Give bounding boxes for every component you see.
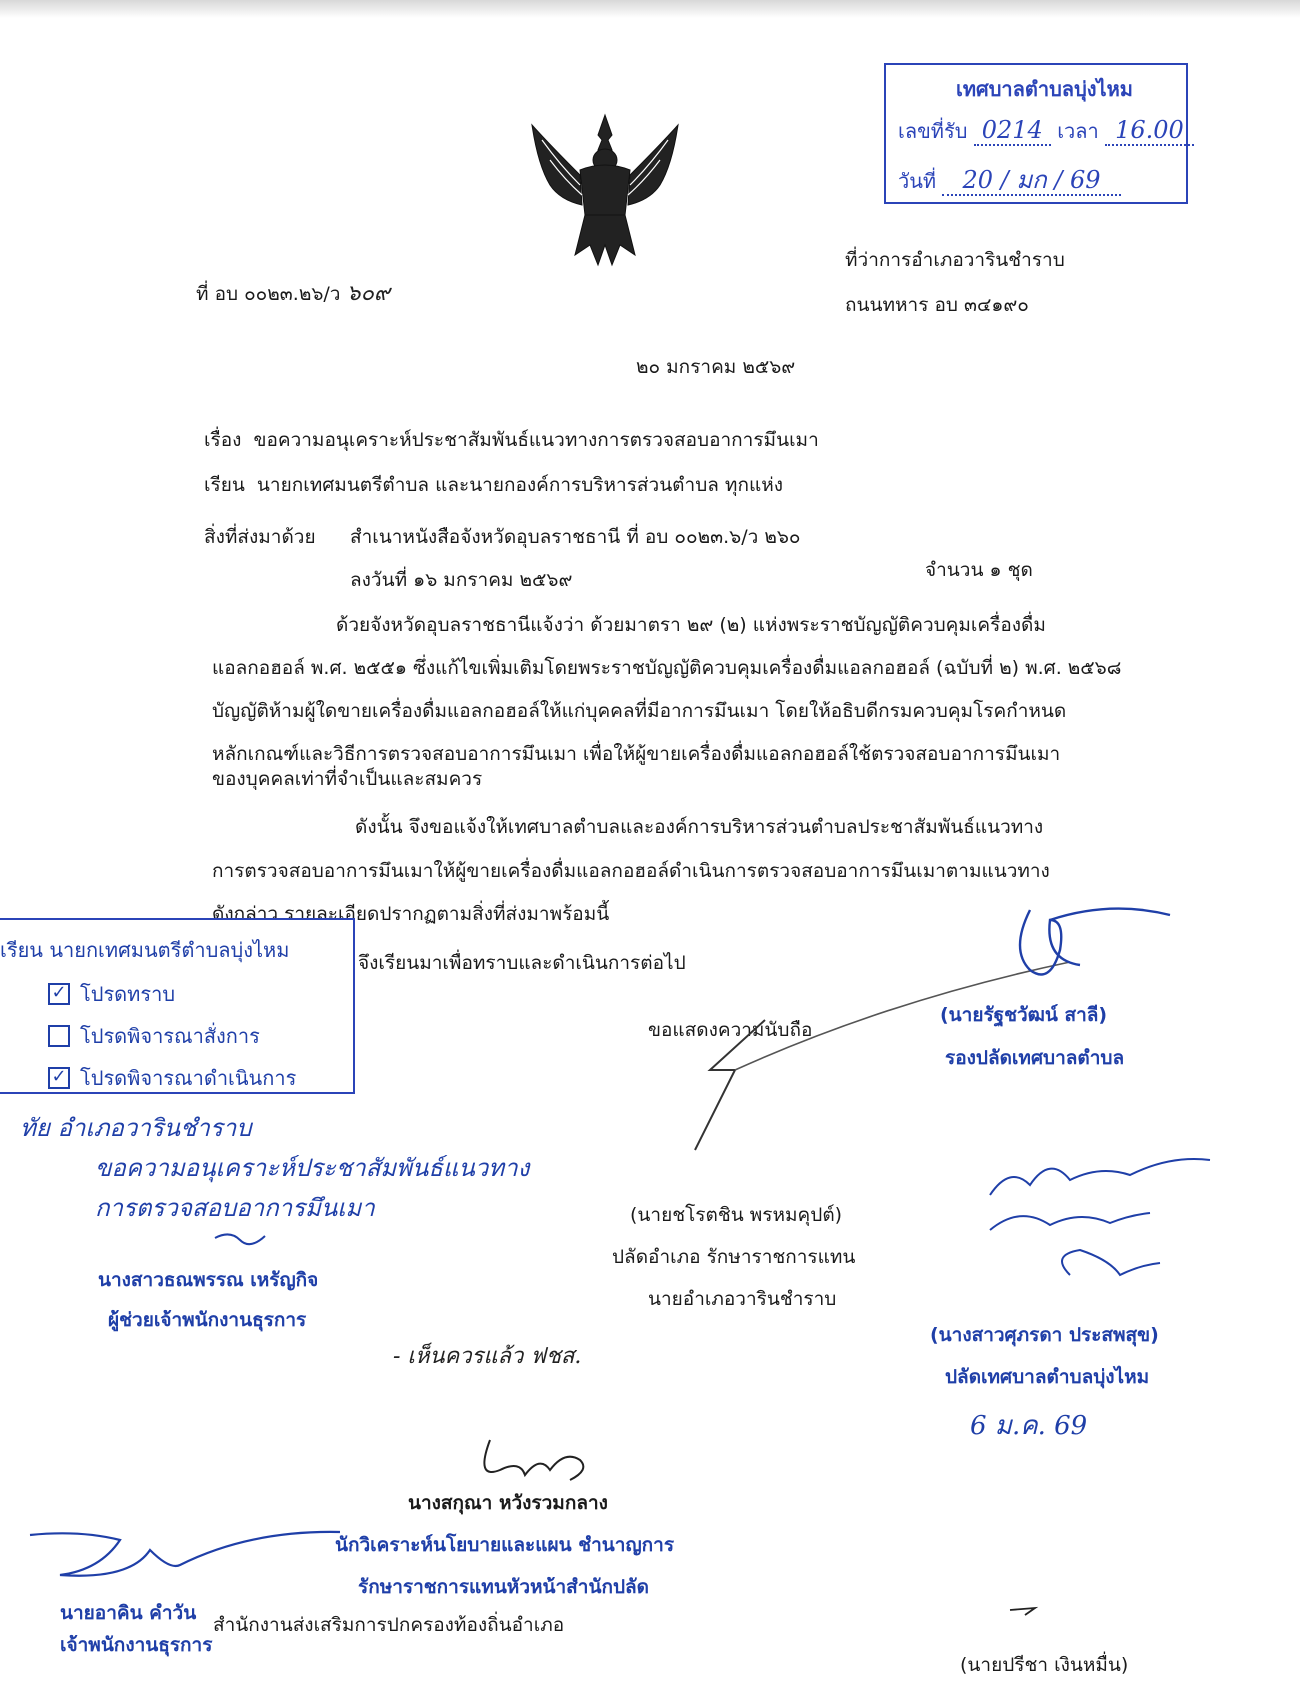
stamp-time-value: 16.00 bbox=[1105, 116, 1194, 146]
signer-main-pos1: ปลัดอำเภอ รักษาราชการแทน bbox=[612, 1246, 856, 1268]
closing: ขอแสดงความนับถือ bbox=[648, 1019, 813, 1041]
right-sign2-position: ปลัดเทศบาลตำบลบุ่งไหม bbox=[945, 1366, 1150, 1388]
right-sign1-position: รองปลัดเทศบาลตำบล bbox=[945, 1047, 1125, 1069]
mid-sign-pos2: รักษาราชการแทนหัวหน้าสำนักปลัด bbox=[358, 1576, 649, 1598]
signer-main-pos2: นายอำเภอวารินชำราบ bbox=[648, 1288, 837, 1310]
body-p2-line1: ดังนั้น จึงขอแจ้งให้เทศบาลตำบลและองค์การบริหารส่วนตำบลประชาสัมพันธ์แนวทาง bbox=[355, 816, 1044, 838]
letter-date: ๒๐ มกราคม ๒๕๖๙ bbox=[636, 356, 796, 378]
garuda-emblem bbox=[520, 105, 690, 275]
routing-box bbox=[0, 918, 355, 1094]
body-p2-line2: การตรวจสอบอาการมึนเมาให้ผู้ขายเครื่องดื่มแอลกอฮอล์ดำเนินการตรวจสอบอาการมึนเมาตามแนวทาง bbox=[212, 860, 1050, 882]
mid-sign-name: นางสกุณา หวังรวมกลาง bbox=[408, 1492, 608, 1514]
bottom-left-signature bbox=[20, 1510, 350, 1590]
right-sign1-name: (นายรัฐชวัฒน์ สาลี) bbox=[940, 1004, 1108, 1026]
footer-mark bbox=[1005, 1600, 1045, 1620]
stamp-no-label: เลขที่รับ bbox=[898, 119, 968, 143]
to-line bbox=[204, 470, 783, 500]
hand-note-line1: ทัย อำเภอวารินชำราบ bbox=[20, 1114, 252, 1142]
stamp-time-label: เวลา bbox=[1057, 119, 1099, 143]
signer-main-name: (นายชโรตชิน พรหมคุปต์) bbox=[630, 1204, 843, 1226]
routing-option-1: ✓ โปรดทราบ bbox=[48, 978, 175, 1010]
to-label: เรียน bbox=[204, 474, 245, 496]
enclosure-line2: ลงวันที่ ๑๖ มกราคม ๒๕๖๙ bbox=[350, 569, 573, 591]
to-text: นายกเทศมนตรีตำบล และนายกองค์การบริหารส่วนตำบล ทุกแห่ง bbox=[256, 474, 784, 496]
enclosure-label: สิ่งที่ส่งมาด้วย bbox=[204, 526, 316, 548]
footer-right-name: (นายปรีชา เงินหมื่น) bbox=[960, 1654, 1129, 1676]
enclosure-count: จำนวน ๑ ชุด bbox=[925, 559, 1033, 581]
bottom-left-name: นายอาคิน คำวัน bbox=[60, 1602, 197, 1624]
enclosure-line1: สำเนาหนังสือจังหวัดอุบลราชธานี ที่ อบ ๐๐๒๓.๖/ว ๒๖๐ bbox=[350, 526, 801, 548]
right-signature-2 bbox=[970, 1135, 1230, 1295]
ref-number: ๖๐๙ bbox=[346, 281, 391, 306]
stamp-org: เทศบาลตำบลบุ่งไหม bbox=[956, 77, 1133, 101]
subject-label: เรื่อง bbox=[204, 429, 242, 451]
hand-note-line2: ขอความอนุเคราะห์ประชาสัมพันธ์แนวทาง bbox=[95, 1154, 530, 1182]
clerk-name: นางสาวธณพรรณ เหรัญกิจ bbox=[98, 1269, 319, 1291]
stamp-date-value: 20 / มก / 69 bbox=[942, 166, 1120, 196]
receipt-stamp bbox=[884, 63, 1188, 204]
right-sign2-hand-date: 6 ม.ค. 69 bbox=[970, 1411, 1088, 1441]
subject-line bbox=[204, 425, 819, 455]
office-name: ที่ว่าการอำเภอวารินชำราบ bbox=[845, 249, 1065, 271]
office-address: ถนนทหาร อบ ๓๔๑๙๐ bbox=[845, 294, 1029, 316]
right-signature-1 bbox=[990, 880, 1190, 990]
hand-note-line3: การตรวจสอบอาการมึนเมา bbox=[95, 1194, 375, 1222]
stamp-no-value: 0214 bbox=[974, 116, 1051, 146]
check-icon: ✓ bbox=[48, 1067, 70, 1089]
right-sign2-name: (นางสาวศุภรดา ประสพสุข) bbox=[930, 1324, 1159, 1346]
footer-office: สำนักงานส่งเสริมการปกครองท้องถิ่นอำเภอ bbox=[213, 1614, 565, 1636]
body-p2-line3: ดังกล่าว รายละเอียดปรากฏตามสิ่งที่ส่งมาพร้อมนี้ bbox=[212, 903, 610, 925]
ref-code: ที่ อบ ๐๐๒๓.๒๖/ว bbox=[196, 283, 341, 305]
bottom-left-position: เจ้าพนักงานธุรการ bbox=[60, 1634, 213, 1656]
body-p1-line3: บัญญัติห้ามผู้ใดขายเครื่องดื่มแอลกอฮอล์ให้แก่บุคคลที่มีอาการมึนเมา โดยให้อธิบดีกรมควบคุมโรคกำหนด bbox=[212, 700, 1067, 722]
clerk-position: ผู้ช่วยเจ้าพนักงานธุรการ bbox=[108, 1309, 307, 1331]
routing-option-2: โปรดพิจารณาสั่งการ bbox=[48, 1020, 260, 1052]
subject-text: ขอความอนุเคราะห์ประชาสัมพันธ์แนวทางการตรวจสอบอาการมึนเมา bbox=[253, 429, 819, 451]
clerk-initials bbox=[210, 1228, 270, 1258]
routing-to: เรียน นายกเทศมนตรีตำบลบุ่งไหม bbox=[0, 938, 290, 962]
stamp-date-label: วันที่ bbox=[898, 169, 937, 193]
body-p1-line5: ของบุคคลเท่าที่จำเป็นและสมควร bbox=[212, 768, 483, 790]
mid-signature bbox=[470, 1420, 600, 1490]
body-p1-line1: ด้วยจังหวัดอุบลราชธานีแจ้งว่า ด้วยมาตรา ๒๙ (๒) แห่งพระราชบัญญัติควบคุมเครื่องดื่ม bbox=[336, 614, 1046, 636]
ref-line bbox=[196, 275, 390, 310]
routing-option-3: ✓ โปรดพิจารณาดำเนินการ bbox=[48, 1062, 296, 1094]
scan-edge bbox=[0, 0, 1300, 18]
mid-sign-pos1: นักวิเคราะห์นโยบายและแผน ชำนาญการ bbox=[335, 1534, 675, 1556]
body-p1-line4: หลักเกณฑ์และวิธีการตรวจสอบอาการมึนเมา เพื่อให้ผู้ขายเครื่องดื่มแอลกอฮอล์ใช้ตรวจสอบอาการมึนเมา bbox=[212, 743, 1061, 765]
empty-checkbox-icon bbox=[48, 1025, 70, 1047]
body-p3: จึงเรียนมาเพื่อทราบและดำเนินการต่อไป bbox=[358, 952, 686, 974]
check-icon: ✓ bbox=[48, 983, 70, 1005]
body-p1-line2: แอลกอฮอล์ พ.ศ. ๒๕๕๑ ซึ่งแก้ไขเพิ่มเติมโดยพระราชบัญญัติควบคุมเครื่องดื่มแอลกอฮอล์ (ฉบับที่ ๒) พ.ศ. ๒๕๖๘ bbox=[212, 657, 1122, 679]
mid-note: - เห็นควรแล้ว ฟชส. bbox=[393, 1344, 582, 1369]
